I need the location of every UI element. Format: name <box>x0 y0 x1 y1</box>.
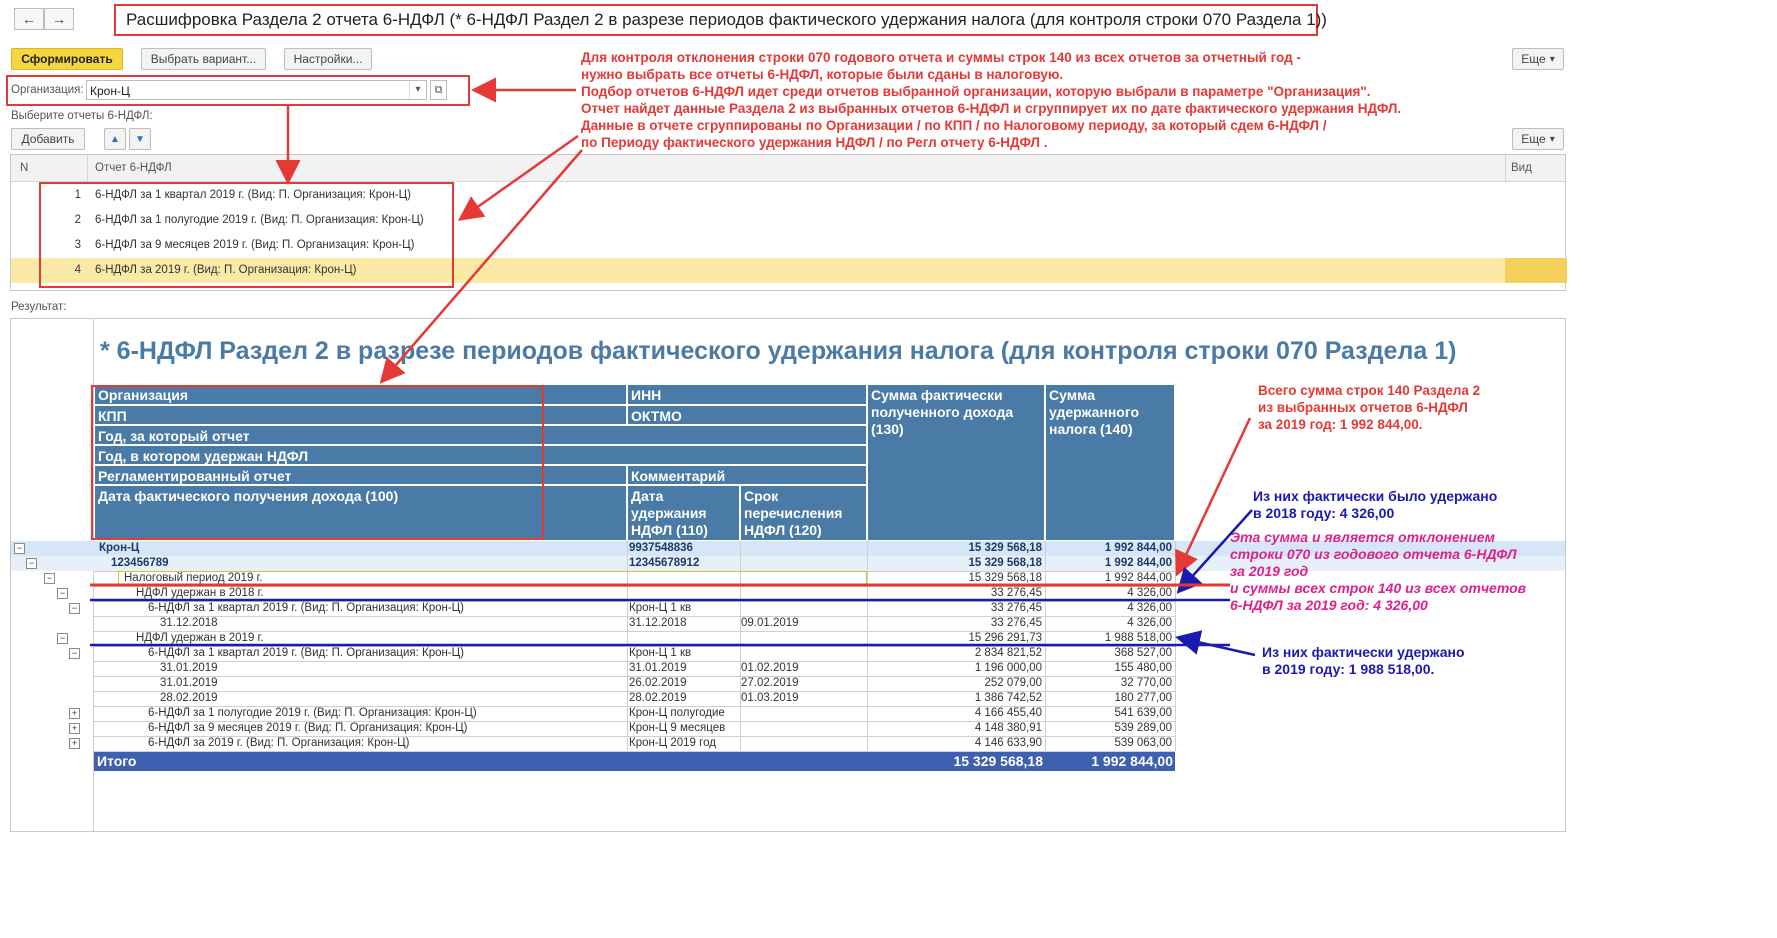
collapse-icon[interactable]: − <box>57 633 68 644</box>
annotation-line: по Периоду фактического удержания НДФЛ / по Регл отчету 6-НДФЛ . <box>581 135 1048 150</box>
header-income-sum: Сумма фактически полученного дохода (130) <box>867 384 1045 541</box>
cell-c3: 27.02.2019 <box>741 677 799 689</box>
cell-c5: 4 326,00 <box>1127 587 1172 599</box>
cell-c2: 9937548836 <box>629 542 693 554</box>
cell-c3: 09.01.2019 <box>741 617 799 629</box>
cell-c4: 15 329 568,18 <box>968 572 1042 584</box>
header-inn: ИНН <box>627 384 867 405</box>
cell-c2: Крон-Ц 2019 год <box>629 737 716 749</box>
cell-c5: 32 770,00 <box>1120 677 1172 689</box>
expand-icon[interactable]: + <box>69 723 80 734</box>
cell-c1: Крон-Ц <box>99 542 140 554</box>
annotation-line: Данные в отчете сгруппированы по Организации / по КПП / по Налоговому периоду, за который сдем 6-НДФЛ / <box>581 118 1327 133</box>
cell-c5: 1 988 518,00 <box>1104 632 1172 644</box>
arrow-to-total <box>1178 418 1250 572</box>
annotation-line: Подбор отчетов 6-НДФЛ идет среди отчетов выбранной организации, которую выбрали в параметре "Организация". <box>581 84 1371 99</box>
report-title: * 6-НДФЛ Раздел 2 в разрезе периодов фактического удержания налога (для контроля строки 070 Раздела 1) <box>100 337 1457 365</box>
arrow-down-icon: ▼ <box>135 133 145 145</box>
cell-c2: Крон-Ц полугодие <box>629 707 725 719</box>
more-label: Еще <box>1521 52 1546 66</box>
cell-c4: 4 166 455,40 <box>974 707 1042 719</box>
cell-c4: 33 276,45 <box>990 587 1042 599</box>
cell-c5: 1 992 844,00 <box>1104 557 1172 569</box>
cell-c4: 4 148 380,91 <box>974 722 1042 734</box>
header-comment: Комментарий <box>627 465 867 485</box>
arrow-to-2019 <box>1180 638 1255 655</box>
deviation-note-line: и суммы всех строк 140 из всех отчетов <box>1230 580 1527 596</box>
cell-c4: 1 196 000,00 <box>974 662 1042 674</box>
header-transfer-date: Срок перечисления НДФЛ (120) <box>740 485 867 541</box>
collapse-icon[interactable]: − <box>57 588 68 599</box>
cell-c2: 28.02.2019 <box>629 692 687 704</box>
cell-c2: 26.02.2019 <box>629 677 687 689</box>
total-annotation-line: из выбранных отчетов 6-НДФЛ <box>1258 400 1468 415</box>
cell-c2: Крон-Ц 1 кв <box>629 647 692 659</box>
deviation-note-line: за 2019 год <box>1230 563 1309 579</box>
deviation-note-line: 6-НДФЛ за 2019 год: 4 326,00 <box>1230 597 1428 613</box>
cell-c4: 33 276,45 <box>990 602 1042 614</box>
cell-c2: 31.01.2019 <box>629 662 687 674</box>
header-reg-report: Регламентированный отчет <box>94 465 627 485</box>
cell-c1: 31.01.2019 <box>160 677 218 689</box>
cell-c3: 01.02.2019 <box>741 662 799 674</box>
collapse-icon[interactable]: − <box>44 573 55 584</box>
arrow-to-headers <box>383 150 582 380</box>
col-n: N <box>20 162 29 174</box>
cell-c4: 15 296 291,73 <box>968 632 1042 644</box>
cell-c1: 6-НДФЛ за 2019 г. (Вид: П. Организация: Крон-Ц) <box>148 737 410 749</box>
cell-c2: 31.12.2018 <box>629 617 687 629</box>
cell-c1: 31.01.2019 <box>160 662 218 674</box>
total-income: 15 329 568,18 <box>953 753 1043 769</box>
forward-arrow-icon: → <box>52 11 66 27</box>
collapse-icon[interactable]: − <box>26 558 37 569</box>
cell-c5: 180 277,00 <box>1114 692 1172 704</box>
deviation-note-line: Эта сумма и является отклонением <box>1230 529 1495 545</box>
cell-c4: 1 386 742,52 <box>974 692 1042 704</box>
total-annotation-line: Всего сумма строк 140 Раздела 2 <box>1258 383 1481 398</box>
header-oktmo: ОКТМО <box>627 405 867 425</box>
total-label: Итого <box>97 753 137 769</box>
cell-c1: Налоговый период 2019 г. <box>124 572 263 584</box>
cell-c5: 4 326,00 <box>1127 617 1172 629</box>
cell-c4: 252 079,00 <box>984 677 1042 689</box>
table-row-selected[interactable]: 4 6-НДФЛ за 2019 г. (Вид: П. Организация: Крон-Ц) <box>11 258 1565 283</box>
note-2018-line: в 2018 году: 4 326,00 <box>1253 505 1395 521</box>
settings-button[interactable]: Настройки... <box>284 48 372 70</box>
back-arrow-icon: ← <box>22 11 36 27</box>
expand-icon[interactable]: + <box>69 738 80 749</box>
deviation-note-line: строки 070 из годового отчета 6-НДФЛ <box>1230 546 1517 562</box>
table-row[interactable]: 3 6-НДФЛ за 9 месяцев 2019 г. (Вид: П. Организация: Крон-Ц) <box>74 239 415 251</box>
cell-c3: 01.03.2019 <box>741 692 799 704</box>
header-tax-sum: Сумма удержанного налога (140) <box>1045 384 1175 541</box>
cell-c4: 2 834 821,52 <box>974 647 1042 659</box>
cell-c2: 12345678912 <box>629 557 700 569</box>
cell-c5: 539 063,00 <box>1114 737 1172 749</box>
arrow-to-reports-2 <box>462 136 578 218</box>
collapse-icon[interactable]: − <box>14 543 25 554</box>
cell-c5: 1 992 844,00 <box>1104 572 1172 584</box>
window-title: Расшифровка Раздела 2 отчета 6-НДФЛ (* 6-НДФЛ Раздел 2 в разрезе периодов фактического удержания налога (для контроля строки 070 Раздела 1)) <box>114 4 1318 36</box>
cell-c1: 31.12.2018 <box>160 617 218 629</box>
total-annotation-line: за 2019 год: 1 992 844,00. <box>1258 417 1423 432</box>
result-label: Результат: <box>11 301 67 313</box>
total-tax: 1 992 844,00 <box>1091 753 1173 769</box>
annotation-line: Для контроля отклонения строки 070 годового отчета и суммы строк 140 из всех отчетов за отчетный год - <box>581 50 1301 65</box>
choose-variant-button[interactable]: Выбрать вариант... <box>141 48 266 70</box>
header-income-date: Дата фактического получения дохода (100) <box>94 485 627 541</box>
chevron-down-icon[interactable]: ▾ <box>409 81 426 99</box>
org-label: Организация: <box>11 84 84 96</box>
note-2018-line: Из них фактически было удержано <box>1253 488 1498 504</box>
add-button[interactable]: Добавить <box>11 128 85 150</box>
cell-c1: 6-НДФЛ за 1 квартал 2019 г. (Вид: П. Организация: Крон-Ц) <box>148 647 465 659</box>
header-org: Организация <box>94 384 627 405</box>
chevron-down-icon: ▾ <box>1549 53 1555 65</box>
generate-button[interactable]: Сформировать <box>11 48 123 70</box>
header-withhold-date: Дата удержания НДФЛ (110) <box>627 485 740 541</box>
cell-c1: 6-НДФЛ за 1 квартал 2019 г. (Вид: П. Организация: Крон-Ц) <box>148 602 465 614</box>
note-2019-line: в 2019 году: 1 988 518,00. <box>1262 661 1435 677</box>
cell-c1: НДФЛ удержан в 2018 г. <box>136 587 264 599</box>
org-value: Крон-Ц <box>90 84 130 98</box>
cell-c4: 15 329 568,18 <box>968 542 1042 554</box>
expand-icon[interactable]: + <box>69 708 80 719</box>
cell-c1: 6-НДФЛ за 1 полугодие 2019 г. (Вид: П. Организация: Крон-Ц) <box>148 707 477 719</box>
cell-c2: Крон-Ц 9 месяцев <box>629 722 726 734</box>
cell-c5: 4 326,00 <box>1127 602 1172 614</box>
annotation-line: Отчет найдет данные Раздела 2 из выбранных отчетов 6-НДФЛ и сгруппирует их по дате фактического удержания НДФЛ. <box>581 101 1402 116</box>
cell-c4: 4 146 633,90 <box>974 737 1042 749</box>
cell-c1: 123456789 <box>111 557 169 569</box>
cell-c5: 541 639,00 <box>1114 707 1172 719</box>
cell-c5: 539 289,00 <box>1114 722 1172 734</box>
collapse-icon[interactable]: − <box>69 603 80 614</box>
cell-c2: Крон-Ц 1 кв <box>629 602 692 614</box>
cell-c5: 368 527,00 <box>1114 647 1172 659</box>
arrow-up-icon: ▲ <box>110 133 120 145</box>
table-row[interactable]: 1 6-НДФЛ за 1 квартал 2019 г. (Вид: П. Организация: Крон-Ц) <box>74 189 412 201</box>
annotation-line: нужно выбрать все отчеты 6-НДФЛ, которые были сданы в налоговую. <box>581 67 1064 82</box>
cell-c4: 15 329 568,18 <box>968 557 1042 569</box>
table-row[interactable]: 2 6-НДФЛ за 1 полугодие 2019 г. (Вид: П. Организация: Крон-Ц) <box>74 214 424 226</box>
header-kpp: КПП <box>94 405 627 425</box>
col-report: Отчет 6-НДФЛ <box>95 162 172 174</box>
cell-c1: 6-НДФЛ за 9 месяцев 2019 г. (Вид: П. Организация: Крон-Ц) <box>148 722 468 734</box>
cell-c4: 33 276,45 <box>990 617 1042 629</box>
more-label: Еще <box>1521 132 1546 146</box>
open-icon[interactable]: ⧉ <box>430 80 447 100</box>
note-2019-line: Из них фактически удержано <box>1262 644 1465 660</box>
header-year-report: Год, за который отчет <box>94 425 867 445</box>
chevron-down-icon: ▾ <box>1549 133 1555 145</box>
header-year-withheld: Год, в котором удержан НДФЛ <box>94 445 867 465</box>
col-kind: Вид <box>1511 162 1532 174</box>
cell-c1: 28.02.2019 <box>160 692 218 704</box>
cell-c1: НДФЛ удержан в 2019 г. <box>136 632 264 644</box>
cell-c5: 1 992 844,00 <box>1104 542 1172 554</box>
reports-select-label: Выберите отчеты 6-НДФЛ: <box>11 110 153 122</box>
collapse-icon[interactable]: − <box>69 648 80 659</box>
arrow-to-2018 <box>1180 510 1252 590</box>
cell-c5: 155 480,00 <box>1114 662 1172 674</box>
